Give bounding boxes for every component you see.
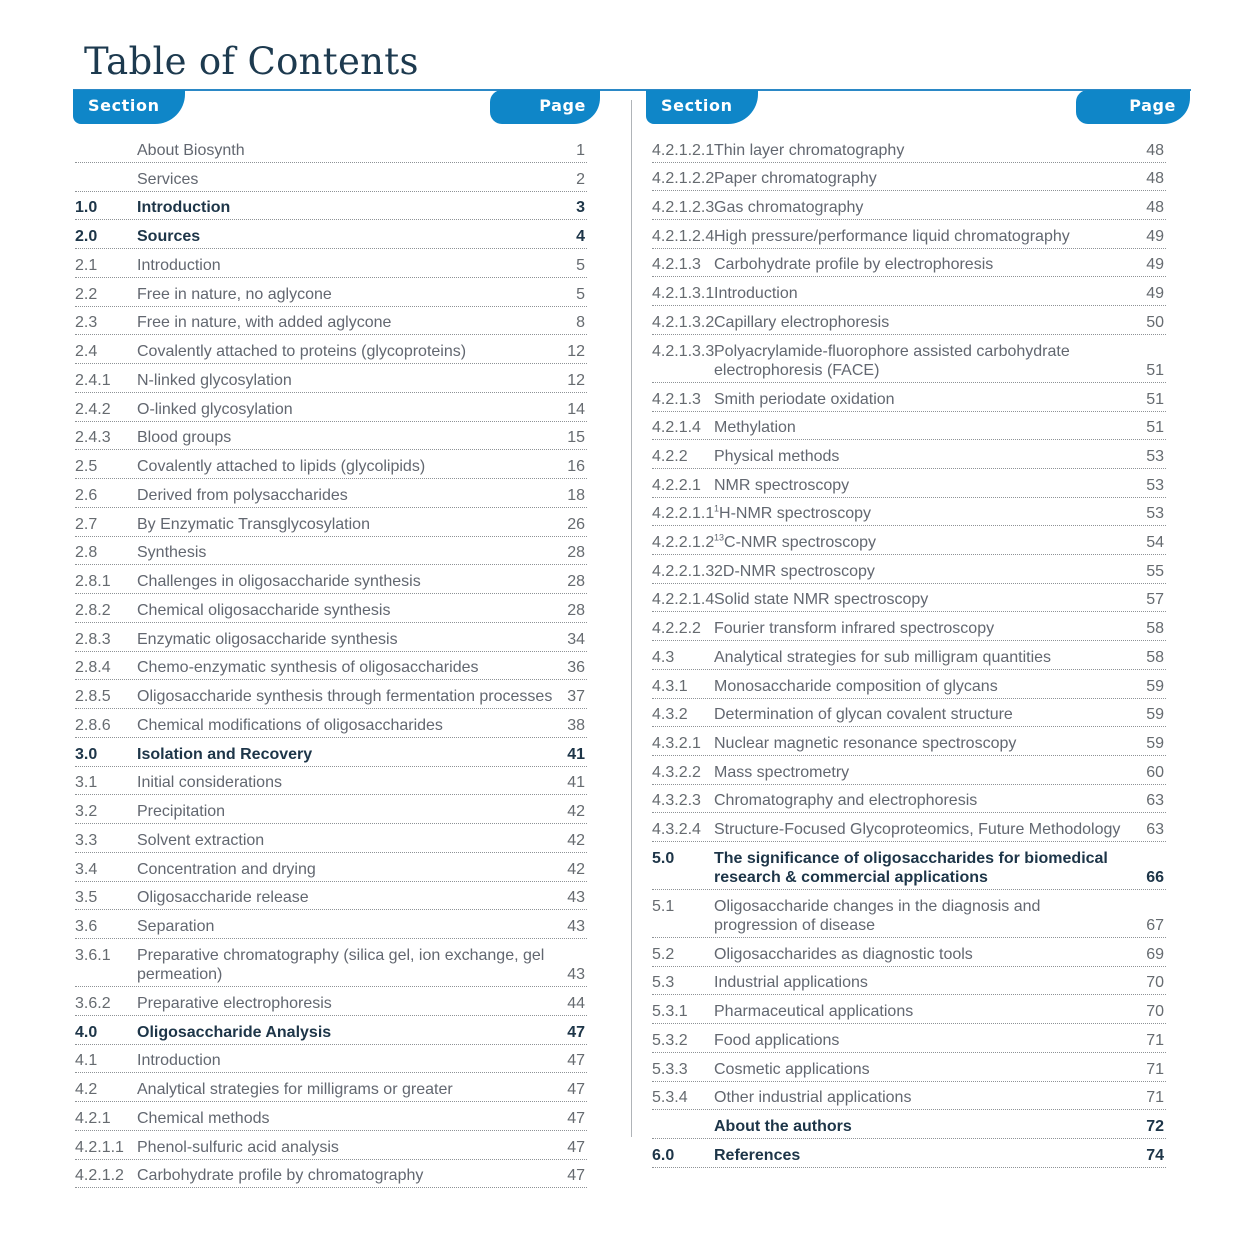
toc-entry-title: Physical methods [714,447,840,465]
toc-entry-number: 4.2.1.2.3 [652,199,715,217]
toc-entry-number: 4.2.2.1.4 [652,591,715,609]
toc-entry-title: Covalently attached to proteins (glycoproteins) [137,343,467,360]
toc-entry-title: $^{13}$C-NMR spectroscopy [714,532,877,552]
toc-entry-page: 49 [1146,256,1164,274]
toc-entry-title: About Biosynth [137,141,245,159]
superscript: 1 [714,504,720,515]
toc-entry-number: 4.2.1.2.4 [652,227,715,245]
toc-entry-title: Enzymatic oligosaccharide synthesis [137,630,398,648]
toc-entry-title: N-linked glycosylation [137,371,292,389]
toc-entry[interactable] [75,987,587,1016]
toc-entry-page: 43 [567,889,585,907]
toc-entry[interactable] [652,842,1166,890]
toc-entry[interactable] [75,910,587,939]
toc-entry-title: Free in nature, with added aglycone [137,314,392,332]
toc-entry-number: 4.2 [75,1081,98,1098]
toc-entry-page: 5 [576,256,585,274]
toc-entry-title: Introduction [137,1052,221,1070]
toc-entry-number: 4.3 [652,648,675,666]
toc-entry-title: $^1$H-NMR spectroscopy [714,504,872,523]
toc-entry-page: 49 [1146,227,1164,245]
toc-entry[interactable] [652,412,1166,441]
toc-entry-page: 59 [1146,734,1164,752]
toc-entry-page: 54 [1146,534,1164,552]
toc-entry-number: 4.3.2 [652,706,688,724]
left-section-header: Section [73,90,185,124]
toc-entry-page: 72 [1146,1117,1164,1135]
toc-entry[interactable] [75,479,587,508]
toc-entry[interactable] [652,670,1166,699]
toc-entry[interactable] [652,555,1166,584]
toc-entry-title: References [714,1146,801,1164]
toc-entry-page: 12 [567,371,585,389]
toc-entry-title: Preparative chromatography (silica gel, ion exchange, gel permeation) [137,947,545,983]
toc-entry-title: Carbohydrate profile by electrophoresis [714,256,994,274]
toc-entry-title: Pharmaceutical applications [714,1003,914,1021]
toc-entry-number: 5.0 [652,850,675,868]
toc-entry[interactable] [75,652,587,681]
toc-entry-title: Introduction [137,256,221,274]
toc-entry-number: 4.2.1.3.2 [652,313,715,331]
toc-entry-title: Determination of glycan covalent structure [714,706,1013,724]
toc-entry-number: 2.4.1 [75,371,111,389]
toc-entry-page: 3 [576,199,585,217]
toc-entry-page: 55 [1146,562,1164,580]
toc-entry-title: Fourier transform infrared spectroscopy [714,620,995,638]
toc-entry-title: NMR spectroscopy [714,476,850,494]
toc-entry-page: 70 [1146,974,1164,992]
toc-entry-page: 51 [1146,419,1164,437]
toc-entry-number: 2.3 [75,314,98,332]
toc-entry-number: 4.2.1.2.2 [652,170,715,188]
toc-entry[interactable] [652,938,1166,967]
toc-entry-page: 18 [567,486,585,504]
toc-entry[interactable] [652,220,1166,249]
toc-entry-page: 15 [567,429,585,447]
toc-entry[interactable] [75,192,587,221]
toc-entry-number: 2.8.5 [75,688,111,705]
toc-entry-title: Initial considerations [137,774,282,792]
toc-entry-title: Precipitation [137,803,226,820]
toc-entry[interactable] [75,1160,587,1189]
toc-entry-number: 2.1 [75,256,98,274]
toc-entry-title: Thin layer chromatography [714,141,905,159]
toc-entry-number: 4.1 [75,1052,98,1070]
toc-entry-number: 4.3.2.4 [652,821,701,839]
toc-entry-number: 2.8.4 [75,659,111,677]
toc-entry[interactable] [75,220,587,249]
toc-entry-page: 48 [1146,170,1164,188]
toc-entry-title: Chemo-enzymatic synthesis of oligosaccharides [137,659,479,677]
toc-entry[interactable] [75,335,587,364]
toc-entry-page: 47 [567,1138,585,1156]
toc-entry-title: Analytical strategies for sub milligram quantities [714,648,1052,666]
toc-entry[interactable] [75,278,587,307]
toc-entry[interactable] [652,727,1166,756]
toc-entry-page: 71 [1146,1031,1164,1049]
toc-entry-page: 41 [567,745,585,763]
toc-entry-title: About the authors [714,1117,852,1135]
toc-entry-number: 2.0 [75,228,98,245]
toc-entry-title: Concentration and drying [137,860,316,878]
toc-entry-title: Derived from polysaccharides [137,486,348,504]
toc-entry[interactable] [652,306,1166,335]
toc-entry-title: Smith periodate oxidation [714,390,895,408]
toc-entry[interactable] [75,1102,587,1131]
toc-entry[interactable] [75,537,587,566]
toc-entry-title: O-linked glycosylation [137,400,293,418]
right-section-header: Section [646,90,758,124]
toc-entry-title: Chromatography and electrophoresis [714,792,978,810]
toc-entry-title: Introduction [714,285,798,303]
toc-entry-title: Services [137,170,199,188]
toc-entry-page: 50 [1146,313,1164,331]
toc-entry-title: Other industrial applications [714,1089,912,1107]
toc-entry-page: 57 [1146,591,1164,609]
toc-entry-page: 47 [567,1167,585,1185]
toc-entry[interactable] [652,1139,1166,1168]
toc-entry-number: 4.3.2.1 [652,734,701,752]
toc-entry-page: 38 [567,716,585,734]
superscript: 13 [714,532,725,543]
toc-entry[interactable] [75,594,587,623]
column-divider [631,100,632,1137]
toc-entry-page: 28 [567,544,585,562]
toc-entry-title: Carbohydrate profile by chromatography [137,1167,424,1185]
toc-entry-number: 3.1 [75,774,98,792]
toc-entry-page: 16 [567,458,585,475]
toc-entry-page: 63 [1146,792,1164,810]
toc-entry-page: 42 [567,860,585,878]
toc-entry-page: 47 [567,1052,585,1070]
toc-entry-page: 12 [567,343,585,360]
toc-entry[interactable] [75,709,587,738]
toc-entry[interactable] [75,364,587,393]
toc-entry-number: 5.2 [652,945,675,963]
toc-entry-title: Oligosaccharide changes in the diagnosis and progression of disease [714,898,1041,935]
toc-entry-title: Oligosaccharide release [137,889,309,907]
toc-entry-page: 59 [1146,677,1164,695]
toc-entry[interactable] [652,641,1166,670]
toc-entry-page: 71 [1146,1089,1164,1107]
toc-entry[interactable] [652,890,1166,938]
toc-entry-number: 4.2.1.2 [75,1167,124,1185]
toc-entry-number: 5.3.2 [652,1031,688,1049]
toc-entry[interactable] [75,824,587,853]
toc-entry-number: 4.2.1 [75,1109,111,1127]
toc-entry[interactable] [75,939,587,987]
toc-entry-title: Chemical oligosaccharide synthesis [137,601,391,619]
toc-entry-title: By Enzymatic Transglycosylation [137,515,370,533]
toc-entry-number: 4.2.1.3 [652,390,701,408]
toc-entry[interactable] [75,853,587,882]
toc-entry-number: 4.2.1.3.1 [652,285,715,303]
toc-entry-number: 4.0 [75,1023,98,1041]
toc-entry[interactable] [652,163,1166,192]
toc-entry-title: Cosmetic applications [714,1060,870,1078]
toc-entry-number: 2.4.3 [75,429,111,447]
toc-entry-page: 74 [1146,1146,1164,1164]
toc-entry-title: Synthesis [137,544,207,562]
toc-entry-page: 66 [1146,869,1164,887]
toc-entry-title: Phenol-sulfuric acid analysis [137,1138,339,1156]
toc-entry-page: 53 [1146,447,1164,465]
toc-entry[interactable] [75,738,587,767]
toc-entry[interactable] [652,191,1166,220]
toc-entry-page: 48 [1146,199,1164,217]
toc-entry[interactable] [652,440,1166,469]
left-page-header: Page [490,90,600,124]
toc-entry-title: Gas chromatography [714,199,864,217]
toc-entry-page: 59 [1146,706,1164,724]
toc-entry-number: 4.2.1.4 [652,419,701,437]
toc-entry-number: 4.2.1.2.1 [652,141,715,159]
toc-entry[interactable] [652,996,1166,1025]
toc-entry-number: 4.3.2.2 [652,763,701,781]
toc-entry-page: 5 [576,285,585,303]
toc-entry-page: 58 [1146,648,1164,666]
toc-entry-page: 28 [567,573,585,590]
toc-entry[interactable] [75,134,587,163]
toc-entry-page: 14 [567,400,585,418]
toc-entry-number: 2.5 [75,458,98,475]
toc-entry-number: 2.7 [75,515,98,533]
toc-entry-title: Free in nature, no aglycone [137,285,332,303]
toc-entry-number: 4.2.2 [652,447,688,465]
toc-entry[interactable] [652,1024,1166,1053]
toc-entry-number: 4.2.1.3.3 [652,342,715,360]
toc-entry[interactable] [75,393,587,422]
toc-entry-number: 2.8.2 [75,601,111,619]
toc-entry[interactable] [652,756,1166,785]
toc-entry-page: 42 [567,803,585,820]
toc-entry-title: Capillary electrophoresis [714,313,890,331]
toc-entry-number: 4.3.2.3 [652,792,701,810]
toc-entry-title: Blood groups [137,429,232,447]
toc-entry[interactable] [75,680,587,709]
toc-entry[interactable] [75,767,587,796]
toc-entry-title: Analytical strategies for milligrams or greater [137,1081,453,1098]
toc-entry-page: 4 [576,228,585,245]
toc-entry-page: 42 [567,831,585,849]
toc-entry-number: 5.3 [652,974,675,992]
toc-entry-number: 3.3 [75,831,98,849]
toc-entry-title: Chemical methods [137,1109,270,1127]
title-rule [73,89,1191,91]
toc-entry-number: 4.2.2.1.3 [652,562,715,580]
toc-entry[interactable] [75,249,587,278]
toc-entry-page: 47 [567,1023,585,1041]
toc-entry-page: 63 [1146,821,1164,839]
toc-entry-number: 4.2.2.1.2 [652,534,715,552]
toc-entry-title: The significance of oligosaccharides for biomedical research & commercial applications [714,850,1108,887]
toc-entry[interactable] [652,1053,1166,1082]
toc-entry-page: 71 [1146,1060,1164,1078]
toc-entry[interactable] [652,1082,1166,1111]
toc-entry[interactable] [652,249,1166,278]
toc-entry-page: 60 [1146,763,1164,781]
toc-entry-title: Sources [137,228,201,245]
toc-entry-number: 3.6.2 [75,994,111,1012]
toc-entry-number: 4.2.1.3 [652,256,701,274]
toc-entry-number: 4.3.1 [652,677,688,695]
toc-entry-title: Methylation [714,419,796,437]
toc-entry-title: Food applications [714,1031,840,1049]
toc-entry-number: 1.0 [75,199,98,217]
toc-entry-number: 2.4.2 [75,400,111,418]
toc-entry[interactable] [75,623,587,652]
toc-entry-number: 3.4 [75,860,98,878]
toc-entry-title: Oligosaccharide synthesis through fermentation processes [137,688,553,705]
toc-entry-page: 53 [1146,505,1164,523]
toc-entry-title: Solvent extraction [137,831,265,849]
toc-entry-title: Structure-Focused Glycoproteomics, Future Methodology [714,821,1121,839]
toc-entry-page: 49 [1146,285,1164,303]
toc-entry-title: High pressure/performance liquid chromatography [714,227,1070,245]
toc-entry[interactable] [652,584,1166,613]
toc-entry-page: 43 [567,966,585,983]
toc-entry[interactable] [75,565,587,594]
toc-entry-number: 2.8.1 [75,573,111,590]
toc-entry[interactable] [652,785,1166,814]
toc-entry[interactable] [652,134,1166,163]
toc-entry-page: 2 [576,170,585,188]
toc-entry-page: 58 [1146,620,1164,638]
toc-entry-page: 67 [1146,917,1164,935]
toc-entry-number: 5.1 [652,898,675,916]
toc-entry-number: 2.4 [75,343,98,360]
toc-entry-title: Paper chromatography [714,170,877,188]
toc-entry-number: 3.2 [75,803,98,820]
toc-entry-number: 2.8.6 [75,716,111,734]
toc-entry-number: 3.0 [75,745,98,763]
toc-entry-title: 2D-NMR spectroscopy [714,562,875,580]
toc-entry[interactable] [652,498,1166,527]
toc-entry[interactable] [75,1073,587,1102]
toc-entry[interactable] [75,1016,587,1045]
toc-entry-page: 53 [1146,476,1164,494]
right-page-header: Page [1076,90,1190,124]
toc-entry-title: Chemical modifications of oligosaccharides [137,716,443,734]
toc-entry-page: 26 [567,515,585,533]
toc-entry-number: 3.6.1 [75,947,111,964]
toc-entry-title: Nuclear magnetic resonance spectroscopy [714,734,1017,752]
toc-entry-title: Preparative electrophoresis [137,994,332,1012]
toc-entry[interactable] [75,307,587,336]
toc-entry-title: Monosaccharide composition of glycans [714,677,998,695]
toc-entry-page: 44 [567,994,585,1012]
toc-entry-title: Challenges in oligosaccharide synthesis [137,573,421,590]
toc-entry-number: 4.2.2.1 [652,476,701,494]
toc-entry-number: 2.6 [75,486,98,504]
toc-entry-title: Covalently attached to lipids (glycolipids) [137,458,426,475]
toc-entry[interactable] [652,526,1166,555]
toc-entry-title: Oligosaccharides as diagnostic tools [714,945,973,963]
toc-entry[interactable] [75,882,587,911]
toc-entry-page: 8 [576,314,585,332]
toc-entry-number: 6.0 [652,1146,675,1164]
toc-entry-title: Isolation and Recovery [137,745,313,763]
toc-entry[interactable] [75,1045,587,1074]
toc-entry[interactable] [652,469,1166,498]
toc-entry-page: 37 [567,688,585,705]
toc-entry[interactable] [75,508,587,537]
toc-entry[interactable] [652,699,1166,728]
toc-entry[interactable] [652,383,1166,412]
toc-entry-page: 47 [567,1081,585,1098]
toc-entry-title: Oligosaccharide Analysis [137,1023,332,1041]
toc-entry[interactable] [652,278,1166,307]
toc-entry-page: 48 [1146,141,1164,159]
toc-entry[interactable] [75,422,587,451]
toc-entry-title: Mass spectrometry [714,763,850,781]
toc-entry-number: 4.2.2.2 [652,620,701,638]
toc-entry-number: 3.6 [75,918,98,935]
toc-entry-page: 41 [567,774,585,792]
toc-entry-page: 47 [567,1109,585,1127]
toc-entry-page: 36 [567,659,585,677]
toc-entry[interactable] [652,967,1166,996]
toc-entry-number: 2.8.3 [75,630,111,648]
toc-entry-page: 28 [567,601,585,619]
toc-entry-page: 70 [1146,1003,1164,1021]
toc-entry-number: 5.3.3 [652,1060,688,1078]
toc-entry[interactable] [75,795,587,824]
toc-entry[interactable] [652,613,1166,642]
toc-entry-title: Introduction [137,199,231,217]
toc-entry-number: 4.2.1.1 [75,1138,124,1156]
toc-entry-title: Solid state NMR spectroscopy [714,591,929,609]
toc-entry-title: Polyacrylamide-fluorophore assisted carbohydrate electrophoresis (FACE) [714,342,1070,379]
toc-entry-page: 69 [1146,945,1164,963]
toc-entry-page: 43 [567,918,585,935]
toc-entry[interactable] [652,335,1166,383]
toc-entry[interactable] [652,813,1166,842]
toc-entry-number: 5.3.1 [652,1003,688,1021]
toc-entry-number: 4.2.2.1.1 [652,505,715,523]
toc-entry[interactable] [75,163,587,192]
toc-entry[interactable] [75,450,587,479]
toc-entry-page: 1 [576,141,585,159]
toc-entry-number: 2.2 [75,285,98,303]
toc-entry[interactable] [75,1131,587,1160]
toc-entry-page: 51 [1146,390,1164,408]
page-title: Table of Contents [84,40,419,83]
toc-entry-number: 2.8 [75,544,98,562]
toc-entry-page: 51 [1146,361,1164,379]
toc-entry-title: Separation [137,918,215,935]
toc-entry[interactable] [652,1110,1166,1139]
toc-entry-page: 34 [567,630,585,648]
toc-entry-title: Industrial applications [714,974,868,992]
toc-entry-number: 5.3.4 [652,1089,688,1107]
toc-entry-number: 3.5 [75,889,98,907]
